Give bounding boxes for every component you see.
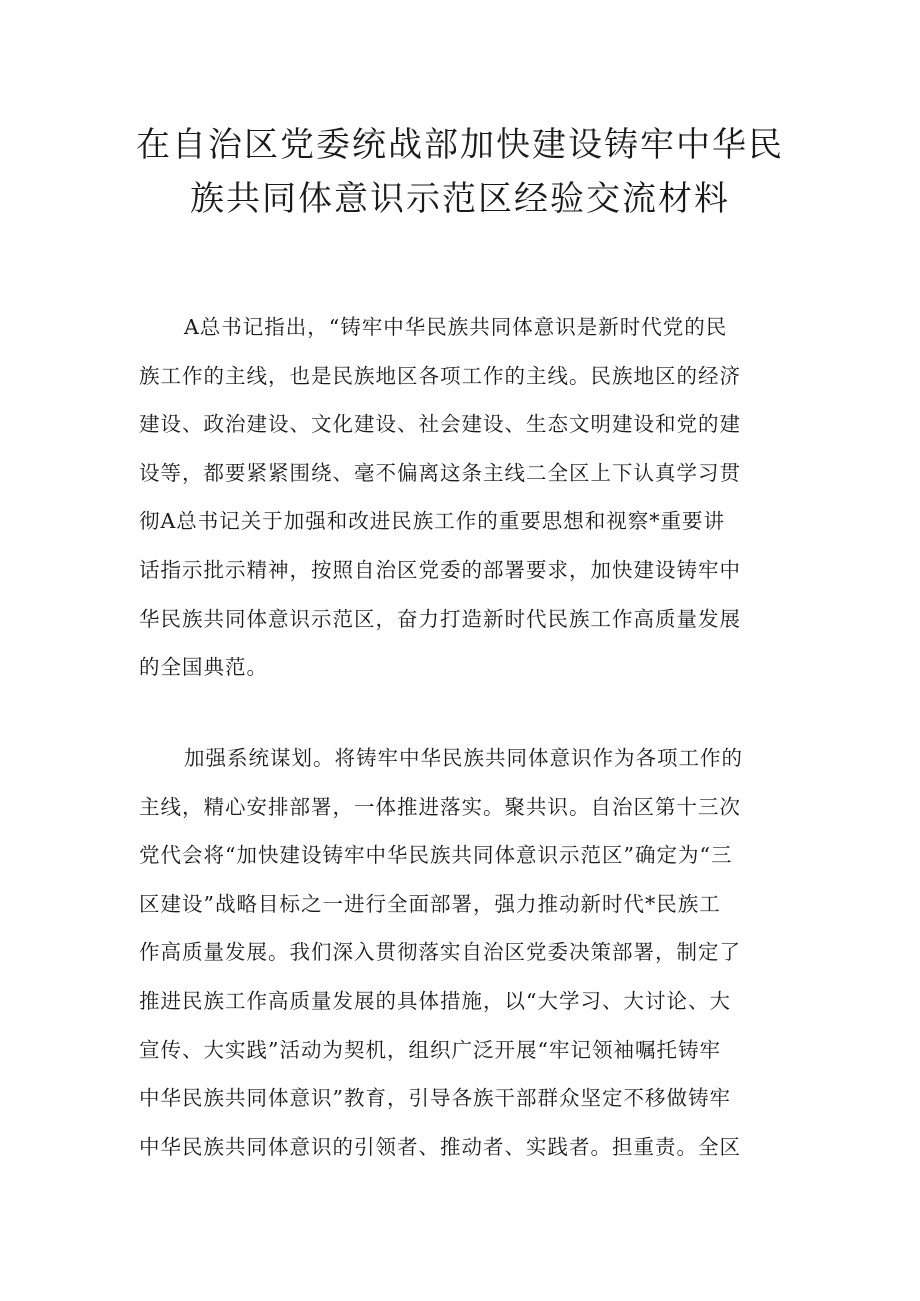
paragraph-line: 建设、政治建设、文化建设、社会建设、生态文明建设和党的建 bbox=[139, 412, 741, 437]
paragraph-line: 话指示批示精神，按照自治区党委的部署要求，加快建设铸牢中 bbox=[139, 557, 741, 582]
title-line-1: 在自治区党委统战部加快建设铸牢中华民 bbox=[136, 125, 784, 165]
paragraph-line: 中华民族共同体意识”教育，引导各族干部群众坚定不移做铸牢 bbox=[139, 1086, 731, 1111]
paragraph-line: 区建设”战略目标之一进行全面部署，强力推动新时代*民族工 bbox=[139, 891, 721, 916]
paragraph-line: 设等，都要紧紧围绕、毫不偏离这条主线二全区上下认真学习贯 bbox=[139, 460, 741, 485]
title-line-2: 族共同体意识示范区经验交流材料 bbox=[190, 179, 730, 219]
paragraph-line: 的全国典范。 bbox=[139, 655, 268, 680]
paragraph-line: 族工作的主线，也是民族地区各项工作的主线。民族地区的经济 bbox=[139, 363, 741, 388]
paragraph-2 bbox=[139, 734, 799, 1171]
paragraph-line: 党代会将“加快建设铸牢中华民族共同体意识示范区”确定为“三 bbox=[139, 843, 733, 868]
paragraph-line: 作高质量发展。我们深入贯彻落实自治区党委决策部署，制定了 bbox=[139, 940, 741, 965]
paragraph-line: 宣传、大实践”活动为契机，组织广泛开展“牢记领袖嘱托铸牢 bbox=[139, 1037, 721, 1062]
paragraph-line: A总书记指出，“铸牢中华民族共同体意识是新时代党的民 bbox=[184, 315, 728, 339]
paragraph-1 bbox=[139, 303, 799, 692]
document-title bbox=[100, 118, 820, 226]
paragraph-line: 华民族共同体意识示范区，奋力打造新时代民族工作高质量发展 bbox=[139, 606, 741, 631]
paragraph-line: 加强系统谋划。将铸牢中华民族共同体意识作为各项工作的 bbox=[184, 746, 743, 770]
paragraph-line: 主线，精心安排部署，一体推进落实。聚共识。自治区第十三次 bbox=[139, 794, 741, 819]
paragraph-line: 中华民族共同体意识的引领者、推动者、实践者。担重责。全区 bbox=[139, 1134, 741, 1159]
paragraph-line: 彻A总书记关于加强和改进民族工作的重要思想和视察*重要讲 bbox=[139, 509, 726, 534]
paragraph-line: 推进民族工作高质量发展的具体措施，以“大学习、大讨论、大 bbox=[139, 988, 731, 1013]
